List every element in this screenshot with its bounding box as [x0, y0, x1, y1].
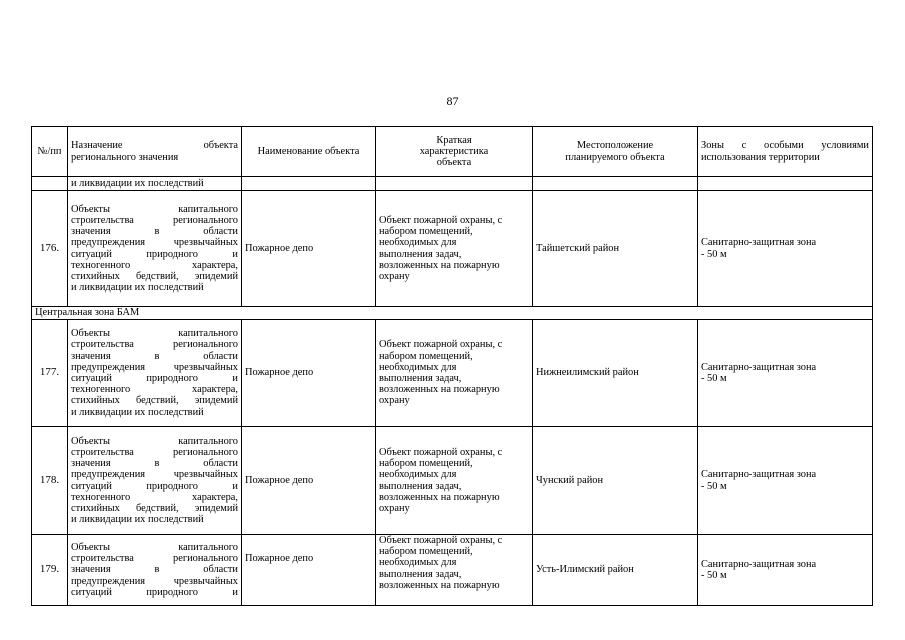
section-row	[32, 307, 873, 320]
row-name: Пожарное депо	[242, 535, 376, 606]
row-purpose: Объекты капитального строительства регионального значения в области предупреждения чрезвычайных ситуаций природного и техногенного характера, стихийных бедствий, эпидемий и ликвидации их последствий	[68, 320, 242, 427]
section-title: Центральная зона БАМ	[32, 307, 873, 320]
row-zone: Санитарно-защитная зона - 50 м	[698, 535, 873, 606]
table-header-row	[32, 127, 873, 177]
row-location: Тайшетский район	[533, 191, 698, 307]
continuation-num	[32, 177, 68, 191]
page-number: 87	[446, 94, 459, 108]
table-row	[32, 427, 873, 535]
header-num: №/пп	[32, 127, 68, 177]
row-num: 179.	[32, 535, 68, 606]
table-row	[32, 535, 873, 606]
row-name: Пожарное депо	[242, 427, 376, 535]
row-location: Нижнеилимский район	[533, 320, 698, 427]
header-desc: Краткая характеристика объекта	[376, 127, 533, 177]
row-desc: Объект пожарной охраны, с набором помещений, необходимых для выполнения задач, возложенных на пожарную охрану	[376, 320, 533, 427]
row-purpose: Объекты капитального строительства регионального значения в области предупреждения чрезвычайных ситуаций природного и техногенного характера, стихийных бедствий, эпидемий и ликвидации их последствий	[68, 427, 242, 535]
row-purpose: Объекты капитального строительства регионального значения в области предупреждения чрезвычайных ситуаций природного и техногенного характера, стихийных бедствий, эпидемий и ликвидации их последствий	[68, 191, 242, 307]
row-name: Пожарное депо	[242, 191, 376, 307]
row-desc: Объект пожарной охраны, с набором помещений, необходимых для выполнения задач, возложенных на пожарную охрану	[376, 427, 533, 535]
table-row	[32, 191, 873, 307]
header-purpose-line1: Назначение объекта	[71, 140, 238, 152]
row-purpose: Объекты капитального строительства регионального значения в области предупреждения чрезвычайных ситуаций природного и	[68, 535, 242, 606]
continuation-row	[32, 177, 873, 191]
row-zone: Санитарно-защитная зона - 50 м	[698, 191, 873, 307]
header-name: Наименование объекта	[242, 127, 376, 177]
row-num: 177.	[32, 320, 68, 427]
header-location: Местоположение планируемого объекта	[533, 127, 698, 177]
continuation-text: и ликвидации их последствий	[68, 177, 242, 191]
row-zone: Санитарно-защитная зона - 50 м	[698, 427, 873, 535]
row-desc: Объект пожарной охраны, с набором помещений, необходимых для выполнения задач, возложенных на пожарную охрану	[376, 191, 533, 307]
row-name: Пожарное депо	[242, 320, 376, 427]
header-purpose-line2: регионального значения	[71, 151, 179, 163]
row-num: 176.	[32, 191, 68, 307]
header-zones-line1: Зоны с особыми условиями	[701, 140, 869, 152]
header-zones-line2: использования территории	[701, 151, 820, 163]
row-zone: Санитарно-защитная зона - 50 м	[698, 320, 873, 427]
table-row	[32, 320, 873, 427]
row-desc: Объект пожарной охраны, с набором помещений, необходимых для выполнения задач, возложенных на пожарную	[376, 535, 533, 606]
row-num: 178.	[32, 427, 68, 535]
header-purpose	[68, 127, 242, 177]
header-zones	[698, 127, 873, 177]
row-location: Чунский район	[533, 427, 698, 535]
objects-table	[31, 126, 873, 606]
row-location: Усть-Илимский район	[533, 535, 698, 606]
